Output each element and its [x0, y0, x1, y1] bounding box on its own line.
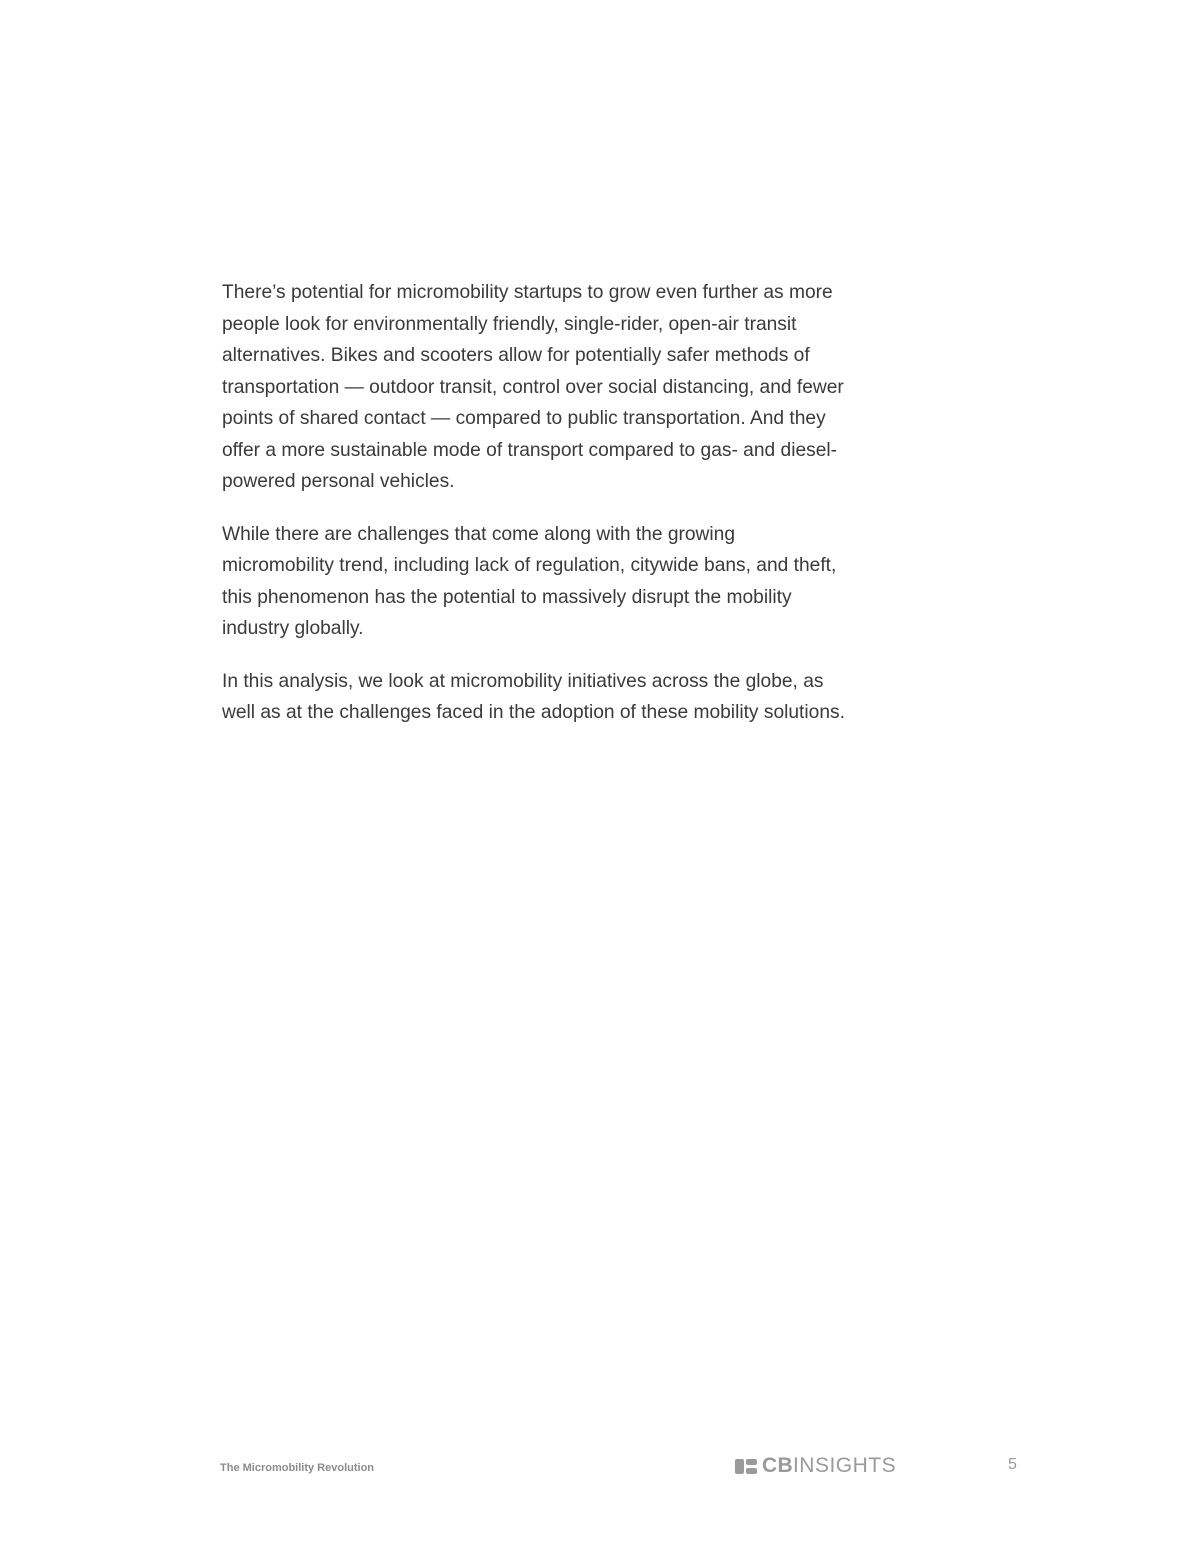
logo-text-insights: INSIGHTS	[792, 1454, 897, 1477]
cb-insights-logo-icon	[735, 1459, 757, 1474]
footer-document-title: The Micromobility Revolution	[220, 1462, 375, 1474]
cb-insights-logo	[735, 1454, 896, 1478]
paragraph-2: While there are challenges that come along with the growing micromobility trend, including lack of regulation, citywide bans, and theft, this phenomenon has the potential to massively disrupt the mobility industry globally.	[222, 523, 837, 639]
page-number: 5	[1008, 1456, 1017, 1473]
paragraph-1: There’s potential for micromobility startups to grow even further as more people look for environmentally friendly, single-rider, open-air transit alternatives. Bikes and scooters allow for potentially safer methods of transportation — outdoor transit, control over social distancing, and fewer points of shared contact — compared to public transportation. And they offer a more sustainable mode of transport compared to gas- and diesel-powered personal vehicles.	[222, 282, 844, 492]
paragraph-3: In this analysis, we look at micromobility initiatives across the globe, as well as at the challenges faced in the adoption of these mobility solutions.	[222, 670, 845, 723]
logo-wordmark	[762, 1454, 896, 1478]
logo-text-cb: CB	[762, 1454, 793, 1477]
body-text	[222, 277, 852, 750]
